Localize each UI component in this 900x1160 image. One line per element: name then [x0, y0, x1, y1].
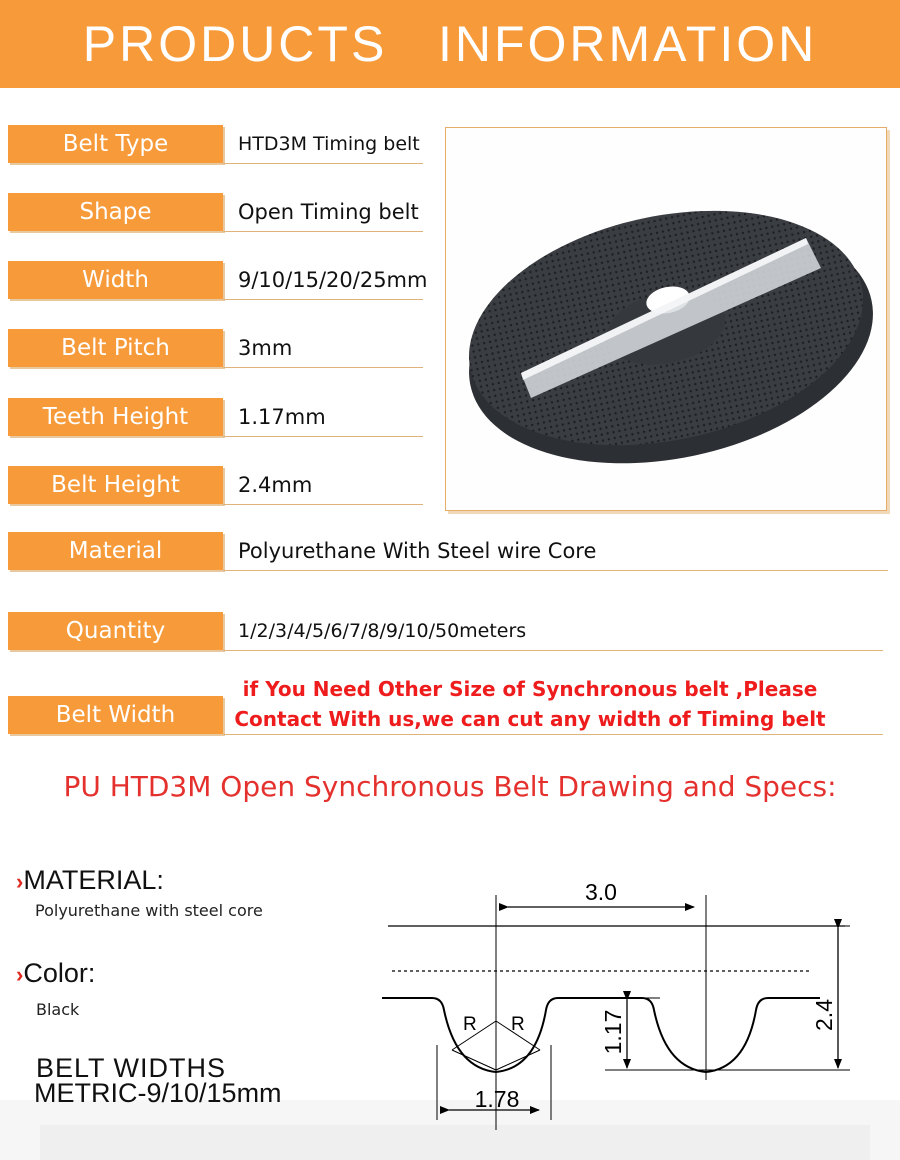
page-title: PRODUCTS INFORMATION	[82, 16, 818, 72]
drawing-section-title: PU HTD3M Open Synchronous Belt Drawing and Specs:	[63, 770, 837, 803]
tooth-height-label: 1.17	[600, 1009, 626, 1055]
footer-band-inner	[40, 1125, 870, 1160]
divider	[223, 231, 423, 232]
material-value: Polyurethane with steel core	[35, 901, 263, 920]
belt-widths-value: METRIC-9/10/15mm	[34, 1078, 282, 1108]
total-height-label: 2.4	[811, 999, 837, 1031]
spec-label: Material	[8, 532, 223, 570]
divider	[223, 163, 423, 164]
spec-label: Shape	[8, 193, 223, 231]
product-photo	[445, 127, 887, 511]
divider	[223, 734, 883, 735]
spec-value: 1/2/3/4/5/6/7/8/9/10/50meters	[238, 620, 527, 642]
radius-line	[452, 1050, 496, 1070]
radius-line	[496, 1050, 540, 1070]
spec-value: HTD3M Timing belt	[238, 133, 420, 155]
spec-label: Belt Pitch	[8, 329, 223, 367]
pitch-label: 3.0	[585, 879, 617, 905]
spec-label: Belt Width	[8, 696, 223, 734]
spec-label: Teeth Height	[8, 398, 223, 436]
spec-value: Polyurethane With Steel wire Core	[238, 539, 597, 563]
chevron-right-icon: ›	[16, 869, 24, 894]
divider	[223, 570, 888, 571]
divider	[223, 299, 423, 300]
chevron-right-icon: ›	[16, 962, 24, 987]
spec-label: Belt Type	[8, 125, 223, 163]
belt-widths-heading: BELT WIDTHS	[36, 1053, 227, 1083]
spec-value: 2.4mm	[238, 473, 313, 497]
divider	[223, 367, 423, 368]
divider	[223, 650, 883, 651]
color-heading-text: Color:	[23, 958, 96, 988]
belt-profile-drawing	[380, 870, 855, 1130]
tooth-width-label: 1.78	[474, 1086, 520, 1112]
spec-value: 3mm	[238, 336, 293, 360]
material-heading	[16, 865, 164, 896]
divider	[223, 504, 423, 505]
spec-value: 9/10/15/20/25mm	[238, 268, 428, 292]
belt-roll-image	[446, 128, 886, 510]
radius-label-right: R	[511, 1014, 525, 1035]
color-heading	[16, 958, 95, 989]
custom-size-note-line2: Contact With us,we can cut any width of Timing belt	[234, 707, 826, 731]
spec-label: Belt Height	[8, 466, 223, 504]
material-heading-text: MATERIAL:	[23, 865, 164, 895]
spec-value: 1.17mm	[238, 405, 326, 429]
color-value: Black	[36, 1000, 80, 1019]
divider	[223, 436, 423, 437]
radius-label-left: R	[463, 1014, 477, 1035]
spec-label: Quantity	[8, 612, 223, 650]
spec-value: Open Timing belt	[238, 200, 419, 224]
spec-label: Width	[8, 261, 223, 299]
custom-size-note-line1: if You Need Other Size of Synchronous belt ,Please	[242, 677, 818, 701]
